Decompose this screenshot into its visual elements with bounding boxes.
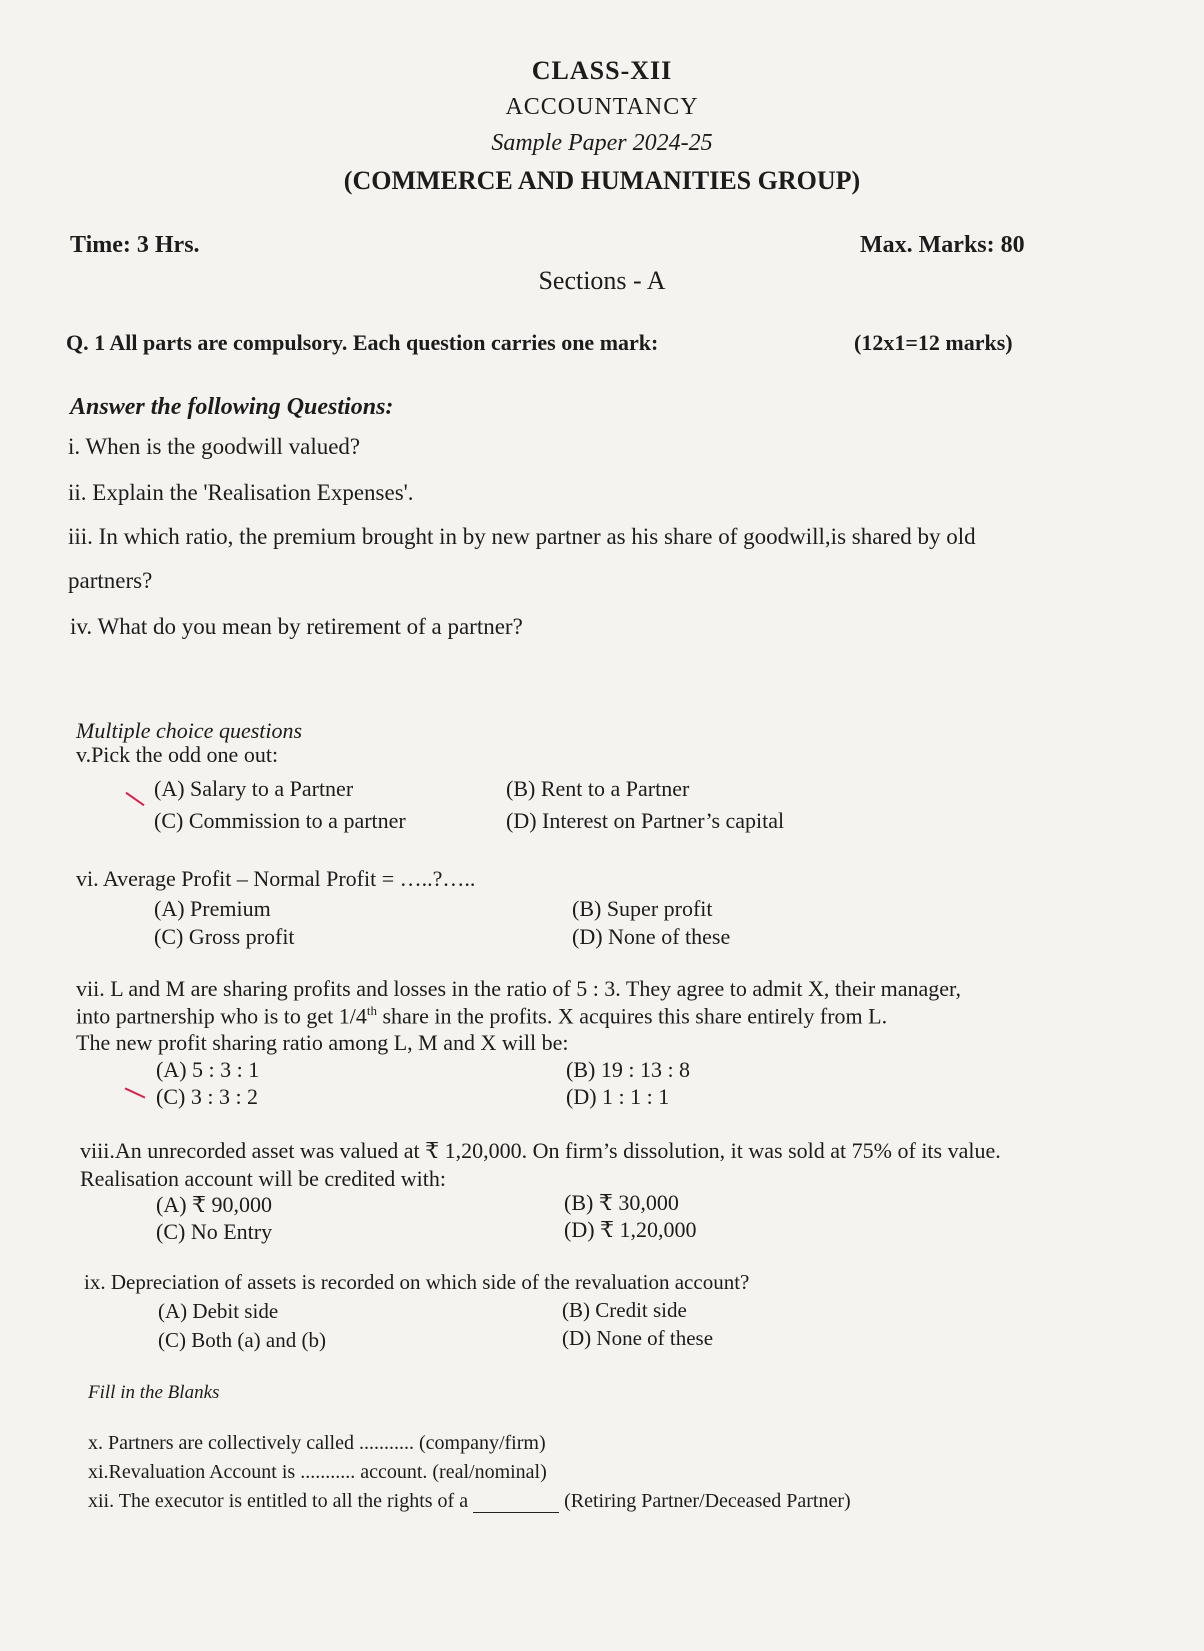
option-vii-d: (D) 1 : 1 : 1	[566, 1084, 670, 1109]
question-vii-line2: into partnership who is to get 1/4th share in the profits. X acquires this share entirely from L.	[76, 1003, 888, 1029]
option-vi-c: (C) Gross profit	[154, 924, 295, 949]
subject-title: ACCOUNTANCY	[505, 94, 699, 120]
option-ix-a: (A) Debit side	[158, 1299, 279, 1323]
red-check-mark	[125, 1087, 146, 1098]
option-viii-b: (B) ₹ 30,000	[564, 1190, 679, 1215]
question-vi: vi. Average Profit – Normal Profit = …..?…..	[76, 866, 476, 891]
question-xii: xii. The executor is entitled to all the rights of a (Retiring Partner/Deceased Partner)	[88, 1490, 851, 1512]
class-title: CLASS-XII	[531, 56, 673, 85]
option-v-c: (C) Commission to a partner	[154, 808, 406, 833]
option-vi-b: (B) Super profit	[572, 896, 713, 921]
answer-heading: Answer the following Questions:	[70, 394, 394, 420]
time-label: Time: 3 Hrs.	[70, 232, 200, 258]
paper-title: Sample Paper 2024-25	[491, 130, 713, 156]
answer-blank	[473, 1492, 559, 1513]
option-ix-c: (C) Both (a) and (b)	[158, 1328, 326, 1352]
q1-marks: (12x1=12 marks)	[854, 330, 1013, 355]
question-x: x. Partners are collectively called ........... (company/firm)	[88, 1432, 546, 1454]
question-ii: ii. Explain the 'Realisation Expenses'.	[68, 480, 414, 505]
question-iii-cont: partners?	[68, 568, 153, 593]
question-viii-line1: viii.An unrecorded asset was valued at ₹ 1,20,000. On firm’s dissolution, it was sold at 75% of its value.	[80, 1138, 1001, 1163]
question-viii-line2: Realisation account will be credited with:	[80, 1166, 446, 1191]
option-viii-c: (C) No Entry	[156, 1219, 273, 1244]
option-vii-b: (B) 19 : 13 : 8	[566, 1057, 691, 1082]
section-title: Sections - A	[538, 266, 666, 295]
question-iv: iv. What do you mean by retirement of a partner?	[70, 614, 523, 639]
red-check-mark	[125, 792, 144, 806]
option-ix-d: (D) None of these	[562, 1326, 714, 1350]
option-v-d: (D) Interest on Partner’s capital	[506, 808, 785, 833]
option-vi-a: (A) Premium	[154, 896, 271, 921]
question-vii-line1: vii. L and M are sharing profits and losses in the ratio of 5 : 3. They agree to admit X, their manager,	[76, 976, 961, 1001]
option-viii-d: (D) ₹ 1,20,000	[564, 1217, 697, 1242]
question-iii: iii. In which ratio, the premium brought in by new partner as his share of goodwill,is shared by old	[68, 524, 976, 549]
option-vii-c: (C) 3 : 3 : 2	[156, 1084, 259, 1109]
fill-blanks-heading: Fill in the Blanks	[88, 1382, 220, 1403]
option-vii-a: (A) 5 : 3 : 1	[156, 1057, 260, 1082]
option-vi-d: (D) None of these	[572, 924, 731, 949]
option-v-b: (B) Rent to a Partner	[506, 776, 690, 801]
option-viii-a: (A) ₹ 90,000	[156, 1192, 273, 1217]
question-i: i. When is the goodwill valued?	[68, 434, 361, 459]
option-v-a: (A) Salary to a Partner	[154, 776, 354, 801]
question-v: v.Pick the odd one out:	[76, 742, 279, 767]
option-ix-b: (B) Credit side	[562, 1298, 687, 1322]
q1-instruction: Q. 1 All parts are compulsory. Each question carries one mark:	[66, 330, 659, 355]
question-vii-line3: The new profit sharing ratio among L, M and X will be:	[76, 1030, 569, 1055]
mcq-heading: Multiple choice questions	[76, 718, 303, 743]
question-xi: xi.Revaluation Account is ........... account. (real/nominal)	[88, 1461, 547, 1483]
max-marks-label: Max. Marks: 80	[860, 232, 1025, 258]
group-title: (COMMERCE AND HUMANITIES GROUP)	[343, 166, 861, 195]
question-ix: ix. Depreciation of assets is recorded on which side of the revaluation account?	[84, 1270, 750, 1294]
